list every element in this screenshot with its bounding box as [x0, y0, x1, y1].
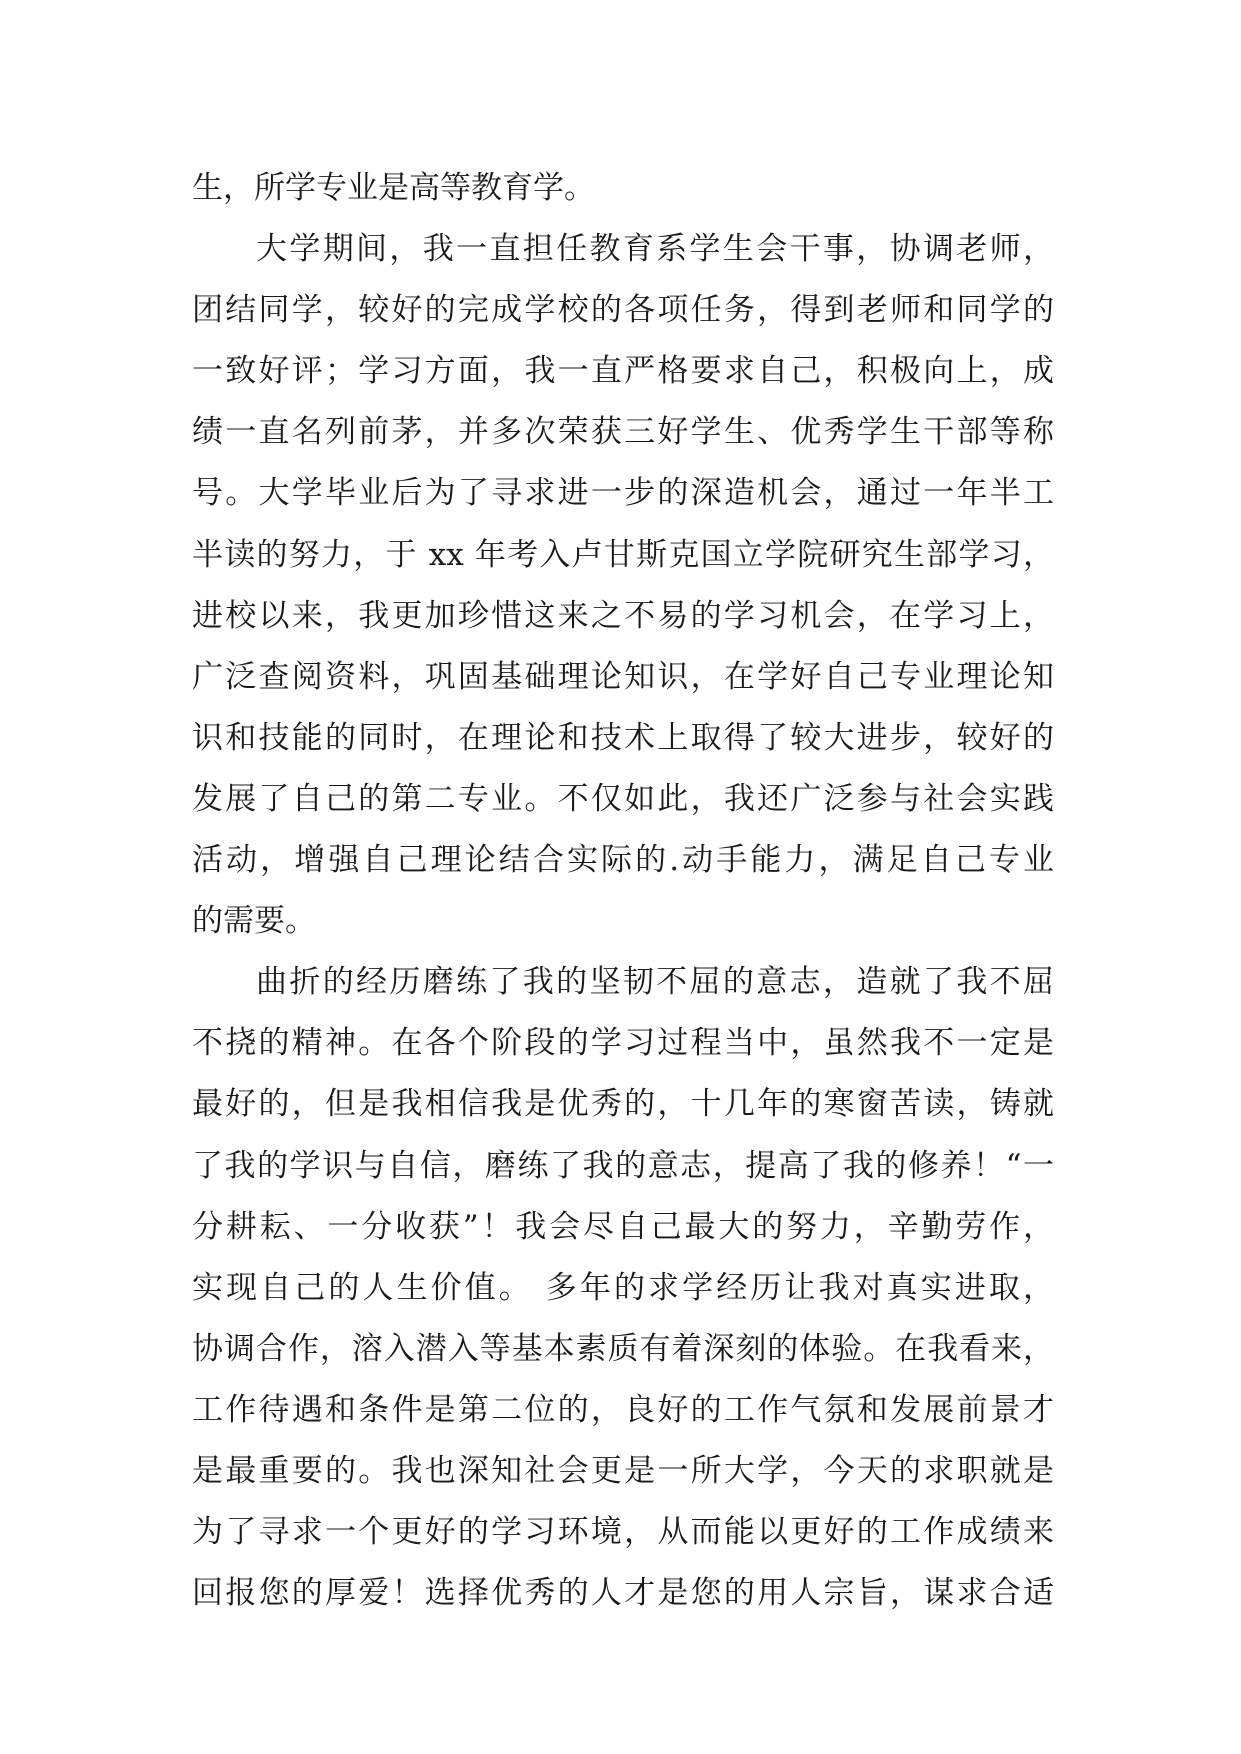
paragraph-start-line: 大学期间，我一直担任教育系学生会干事，协调老师，	[256, 231, 1054, 268]
text-line: 是最重要的。我也深知社会更是一所大学，今天的求职就是	[192, 1452, 1054, 1489]
text-line: 工作待遇和条件是第二位的，良好的工作气氛和发展前景才	[192, 1391, 1054, 1428]
text-line: 实现自己的人生价值。 多年的求学经历让我对真实进取，	[192, 1269, 1054, 1306]
text-line: 半读的努力，于 xx 年考入卢甘斯克国立学院研究生部学习，	[192, 536, 1054, 573]
text-line: 一致好评；学习方面，我一直严格要求自己，积极向上，成	[192, 353, 1054, 390]
paragraph-start-line: 曲折的经历磨练了我的坚韧不屈的意志，造就了我不屈	[256, 964, 1054, 1001]
text-line: 识和技能的同时，在理论和技术上取得了较大进步，较好的	[192, 719, 1054, 756]
text-line: 为了寻求一个更好的学习环境，从而能以更好的工作成绩来	[192, 1514, 1054, 1551]
text-line: 协调合作，溶入潜入等基本素质有着深刻的体验。在我看来，	[192, 1330, 1054, 1367]
text-line: 最好的，但是我相信我是优秀的，十几年的寒窗苦读，铸就	[192, 1086, 1054, 1123]
text-line: 团结同学，较好的完成学校的各项任务，得到老师和同学的	[192, 292, 1054, 329]
text-line: 发展了自己的第二专业。不仅如此，我还广泛参与社会实践	[192, 780, 1054, 817]
text-line: 的需要。	[192, 903, 316, 940]
text-line: 广泛查阅资料，巩固基础理论知识，在学好自己专业理论知	[192, 658, 1054, 695]
text-line: 回报您的厚爱！选择优秀的人才是您的用人宗旨，谋求合适	[192, 1575, 1054, 1612]
text-line: 了我的学识与自信，磨练了我的意志，提高了我的修养！“一	[192, 1147, 1054, 1184]
text-line: 不挠的精神。在各个阶段的学习过程当中，虽然我不一定是	[192, 1025, 1054, 1062]
body-text	[192, 158, 1054, 1624]
text-line: 绩一直名列前茅，并多次荣获三好学生、优秀学生干部等称	[192, 414, 1054, 451]
text-line: 活动，增强自己理论结合实际的.动手能力，满足自己专业	[192, 842, 1054, 879]
text-line: 进校以来，我更加珍惜这来之不易的学习机会，在学习上，	[192, 597, 1054, 634]
text-line: 分耕耘、一分收获”！我会尽自己最大的努力，辛勤劳作，	[192, 1208, 1054, 1245]
text-line: 生，所学专业是高等教育学。	[192, 170, 595, 206]
text-line: 号。大学毕业后为了寻求进一步的深造机会，通过一年半工	[192, 475, 1054, 512]
